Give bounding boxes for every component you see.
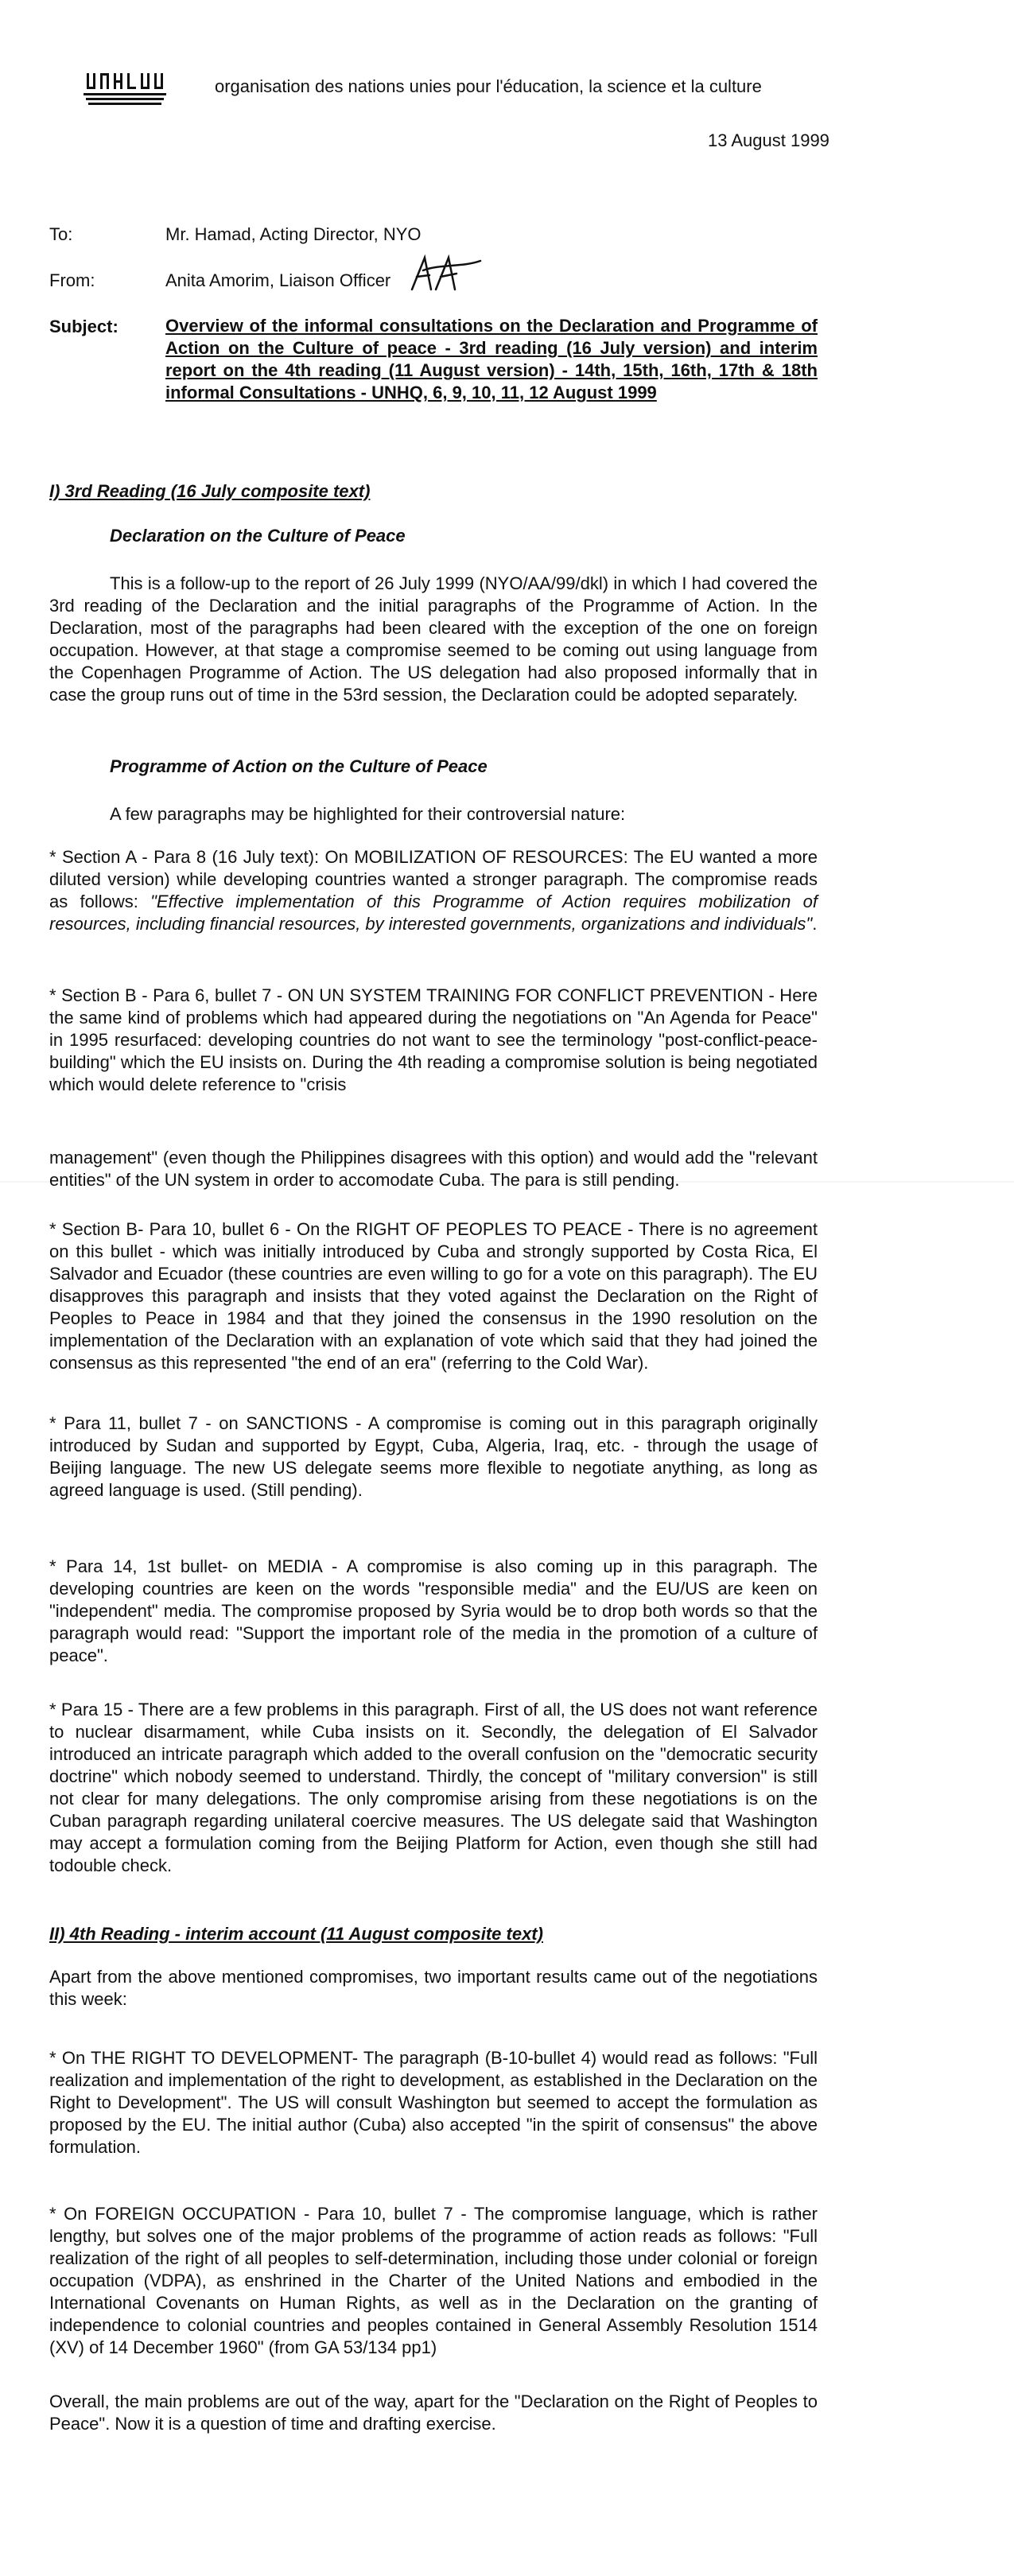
org-name: organisation des nations unies pour l'éducation, la science et la culture <box>215 76 762 96</box>
from-label: From: <box>49 270 95 290</box>
section2-intro: Apart from the above mentioned compromises, two important results came out of the negotiations this week: <box>49 1967 818 2009</box>
subject-value: Overview of the informal consultations on the Declaration and Programme of Action on the Culture of peace - 3rd reading (16 July version) and interim report on the 4th reading (11 August version) - 14th, 15th, 16th, 17th & 18th informal Consultations - UNHQ, 6, 9, 10, 11, 12 August 1999 <box>165 316 818 402</box>
mobilization-item <box>49 846 818 935</box>
sanctions-item: * Para 11, bullet 7 - on SANCTIONS - A compromise is coming out in this paragraph originally introduced by Sudan and supported by Egypt, Cuba, Algeria, Iraq, etc. - through the usage of Beijing language. The new US delegate seems more flexible to negotiate anything, as long as agreed language is used. (Still pending). <box>49 1413 818 1500</box>
mobilization-quote: "Effective implementation of this Programme of Action requires mobilization of resources, including financial resources, by interested governments, organizations and individuals" <box>49 892 818 934</box>
programme-intro: A few paragraphs may be highlighted for their controversial nature: <box>110 804 626 824</box>
from-value: Anita Amorim, Liaison Officer <box>165 270 391 290</box>
training-item-part1: * Section B - Para 6, bullet 7 - ON UN SYSTEM TRAINING FOR CONFLICT PREVENTION - Here the same kind of problems which had appeared during the negotiations on "An Agenda for Peace" in 1995 resurfaced: developing countries do not want to see the terminology "post-conflict-peace-building" which the EU insists on. During the 4th reading a compromise solution is being negotiated which would delete reference to "crisis <box>49 985 818 1094</box>
right-to-development-item: * On THE RIGHT TO DEVELOPMENT- The paragraph (B-10-bullet 4) would read as follows: "Full realization and implementation of the right to development, as established in the Declaration on the Right to Development". The US will consult Washington but seemed to accept the formulation as proposed by the EU. The initial author (Cuba) also accepted "in the spirit of consensus" the above formulation. <box>49 2048 818 2157</box>
declaration-paragraph: This is a follow-up to the report of 26 July 1999 (NYO/AA/99/dkl) in which I had covered the 3rd reading of the Declaration and the initial paragraphs of the Programme of Action. In the Declaration, most of the paragraphs had been cleared with the exception of the one on foreign occupation. However, at that stage a compromise seemed to be coming out using language from the Copenhagen Programme of Action. The US delegation had also proposed informally that in case the group runs out of time in the 53rd session, the Declaration could be adopted separately. <box>49 573 818 705</box>
programme-heading: Programme of Action on the Culture of Peace <box>110 756 488 776</box>
mobilization-lead: * Section A - Para 8 (16 July text): On MOBILIZATION OF RESOURCES: The EU wanted a more diluted version) while developing countries wanted a stronger paragraph. The compromise reads as follows: <box>49 847 818 911</box>
section2-heading: II) 4th Reading - interim account (11 August composite text) <box>49 1924 543 1944</box>
right-to-peace-item: * Section B- Para 10, bullet 6 - On the RIGHT OF PEOPLES TO PEACE - There is no agreement on this bullet - which was initially introduced by Cuba and strongly supported by Costa Rica, El Salvador and Ecuador (these countries are even willing to go for a vote on this paragraph). The EU disapproves this paragraph and insists that they voted against the Declaration on the Right of Peoples to Peace in 1984 and that they joined the consensus in the 1990 resolution on the implementation of the Declaration with an explanation of vote which said that they had joined the consensus as this represented "the end of an era" (referring to the Cold War). <box>49 1219 818 1373</box>
declaration-heading: Declaration on the Culture of Peace <box>110 526 406 546</box>
foreign-occupation-item: * On FOREIGN OCCUPATION - Para 10, bullet 7 - The compromise language, which is rather lengthy, but solves one of the major problems of the programme of action reads as follows: "Full realization of the right of all peoples to self-determination, including those under colonial or foreign occupation (VDPA), as enshrined in the Charter of the United Nations and embodied in the International Covenants on Human Rights, as well as in the Declaration on the granting of independence to colonial countries and peoples contained in General Assembly Resolution 1514 (XV) of 14 December 1960" (from GA 53/134 pp1) <box>49 2204 818 2357</box>
to-value: Mr. Hamad, Acting Director, NYO <box>165 224 422 244</box>
media-item: * Para 14, 1st bullet- on MEDIA - A compromise is also coming up in this paragraph. The developing countries are keen on the words "responsible media" and the EU/US are keen on "independent" media. The compromise proposed by Syria would be to drop both words so that the paragraph would read: "Support the important role of the media in the promotion of a culture of peace". <box>49 1556 818 1665</box>
signature <box>407 250 487 297</box>
subject-label: Subject: <box>49 317 118 336</box>
memo-date: 13 August 1999 <box>708 130 829 150</box>
training-item-part2: management" (even though the Philippines disagrees with this option) and would add the "relevant entities" of the UN system in order to accomodate Cuba. The para is still pending. <box>49 1148 818 1190</box>
to-label: To: <box>49 224 73 244</box>
mobilization-tail: . <box>812 914 818 934</box>
section1-heading: I) 3rd Reading (16 July composite text) <box>49 481 371 501</box>
closing-paragraph: Overall, the main problems are out of the way, apart for the "Declaration on the Right of Peoples to Peace". Now it is a question of time and drafting exercise. <box>49 2391 818 2434</box>
para15-item: * Para 15 - There are a few problems in this paragraph. First of all, the US does not want reference to nuclear disarmament, while Cuba insists on it. Secondly, the delegation of El Salvador introduced an intricate paragraph which added to the overall confusion on the "democratic security doctrine" which nobody seemed to understand. Thirdly, the concept of "military conversion" is still not clear for many delegations. The only compromise arising from these negotiations is on the Cuban paragraph regarding unilateral coercive measures. The US delegate said that Washington may accept a formulation coming from the Beijing Platform for Action, even though she still had todouble check. <box>49 1700 818 1875</box>
unesco-logo <box>84 70 203 108</box>
